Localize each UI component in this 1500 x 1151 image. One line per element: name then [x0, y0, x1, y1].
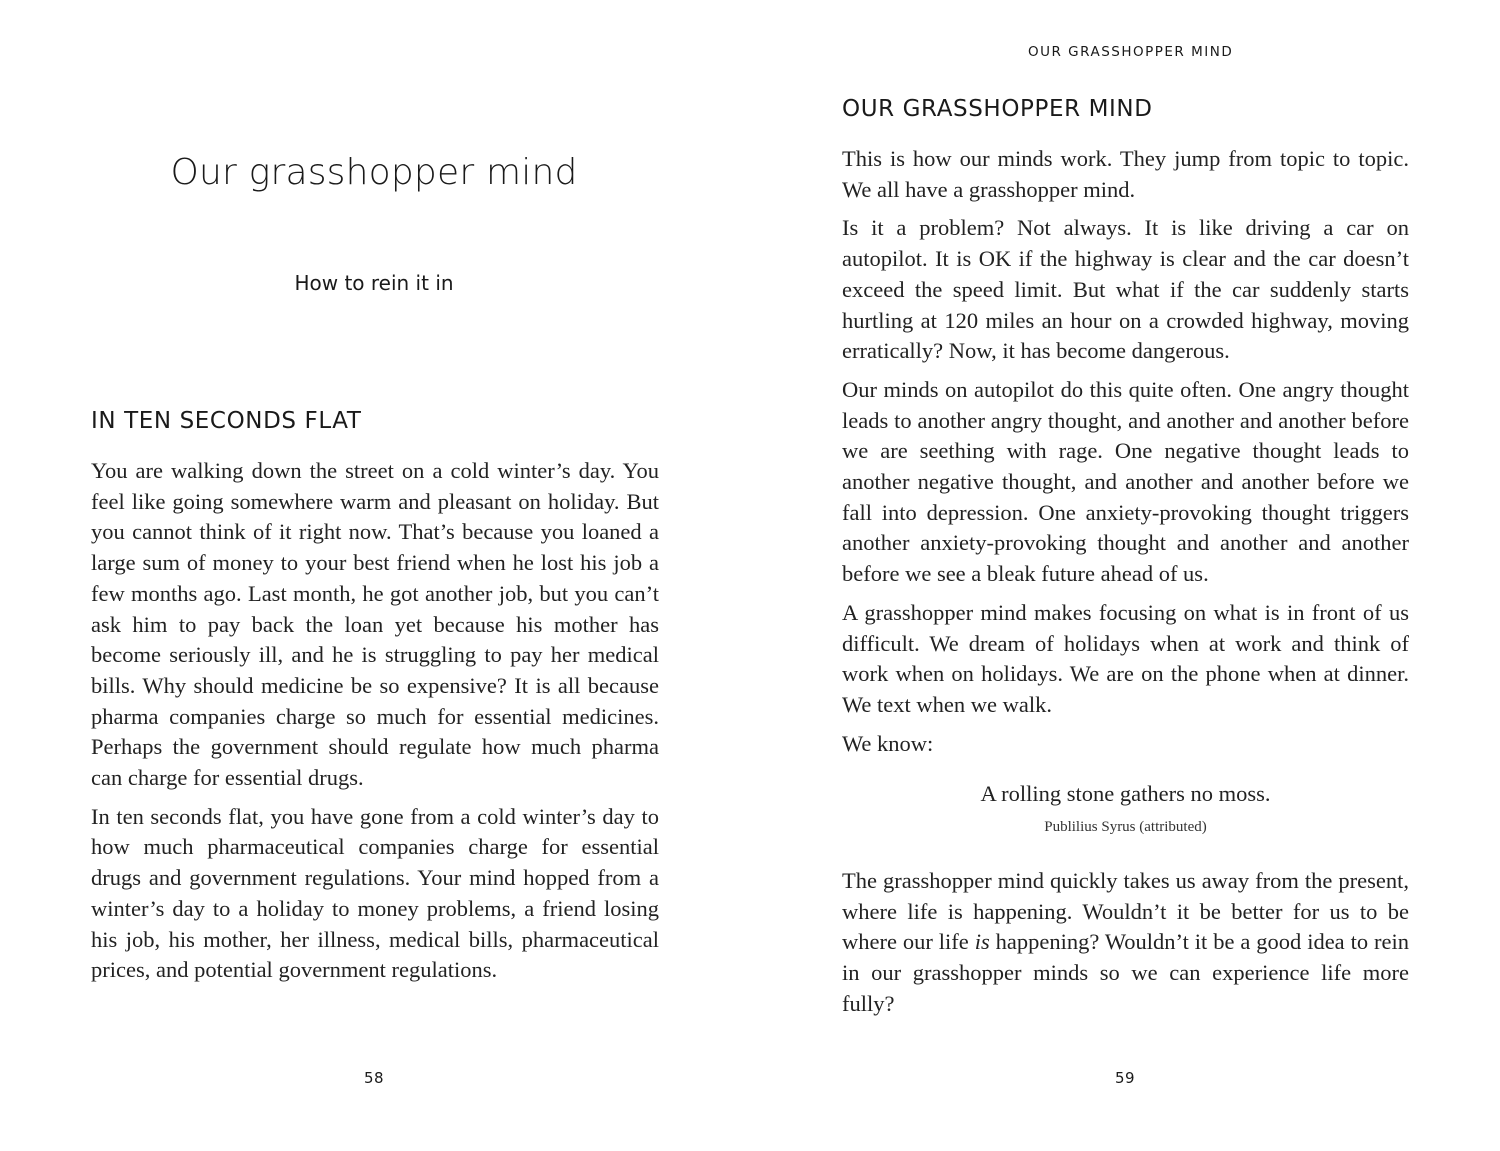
body-paragraph: A grasshopper mind makes focusing on what is in front of us difficult. We dream of holidays when at work and think of work when on holidays. We are on the phone when at dinner. We text when we walk. — [842, 599, 1409, 717]
right-body-text — [842, 144, 1409, 767]
body-paragraph-closing — [842, 866, 1409, 1020]
running-head: OUR GRASSHOPPER MIND — [1028, 44, 1234, 60]
section-heading-ten-seconds: IN TEN SECONDS FLAT — [91, 408, 362, 434]
chapter-title: Our grasshopper mind — [170, 152, 578, 193]
closing-text-end: happening? Wouldn’t it be a good idea to rein in our grasshopper minds so we can experience life more fully? — [842, 929, 1409, 1016]
body-paragraph: Our minds on autopilot do this quite often. One angry thought leads to another angry thought, and another and another before we are seething with rage. One negative thought leads to another negative thought, and another and another before we fall into depression. One anxiety-provoking thought triggers another anxiety-provoking thought and another and another before we see a bleak future ahead of us. — [842, 376, 1409, 587]
epigraph-quote: A rolling stone gathers no moss. — [980, 781, 1271, 806]
body-paragraph: In ten seconds flat, you have gone from a cold winter’s day to how much pharmaceutical companies charge for essential drugs and government regulations. Your mind hopped from a winter’s day to a holiday to money problems, a friend losing his job, his mother, her illness, medical bills, pharmaceutical prices, and potential government regulations. — [91, 803, 659, 983]
right-page — [750, 0, 1500, 1151]
body-paragraph: We know: — [842, 730, 934, 756]
page-number-left: 58 — [364, 1069, 385, 1087]
left-body-text — [91, 456, 659, 994]
closing-text-start: The grasshopper mind quickly takes us away from the present, where life is happening. Wouldn’t it be better for us to be where our life — [842, 868, 1409, 955]
quote-attribution: Publilius Syrus (attributed) — [1044, 819, 1207, 835]
body-paragraph: This is how our minds work. They jump from topic to topic. We all have a grasshopper mind. — [842, 146, 1409, 202]
emphasis-is: is — [974, 929, 990, 955]
body-paragraph: You are walking down the street on a cold winter’s day. You feel like going somewhere warm and pleasant on holiday. But you cannot think of it right now. That’s because you loaned a large sum of money to your best friend when he lost his job a few months ago. Last month, he got another job, but you can’t ask him to pay back the loan yet because his mother has become seriously ill, and he is struggling to pay her medical bills. Why should medicine be so expensive? It is all because pharma companies charge so much for essential medicines. Perhaps the government should regulate how much pharma can charge for essential drugs. — [91, 458, 659, 791]
closing-body-text — [842, 866, 1409, 1028]
chapter-subtitle: How to rein it in — [294, 271, 454, 295]
page-number-right: 59 — [1115, 1069, 1136, 1087]
section-heading-grasshopper: OUR GRASSHOPPER MIND — [842, 96, 1153, 122]
body-paragraph: Is it a problem? Not always. It is like driving a car on autopilot. It is OK if the highway is clear and the car doesn’t exceed the speed limit. But what if the car suddenly starts hurtling at 120 miles an hour on a crowded highway, moving erratically? Now, it has become dangerous. — [842, 215, 1409, 364]
